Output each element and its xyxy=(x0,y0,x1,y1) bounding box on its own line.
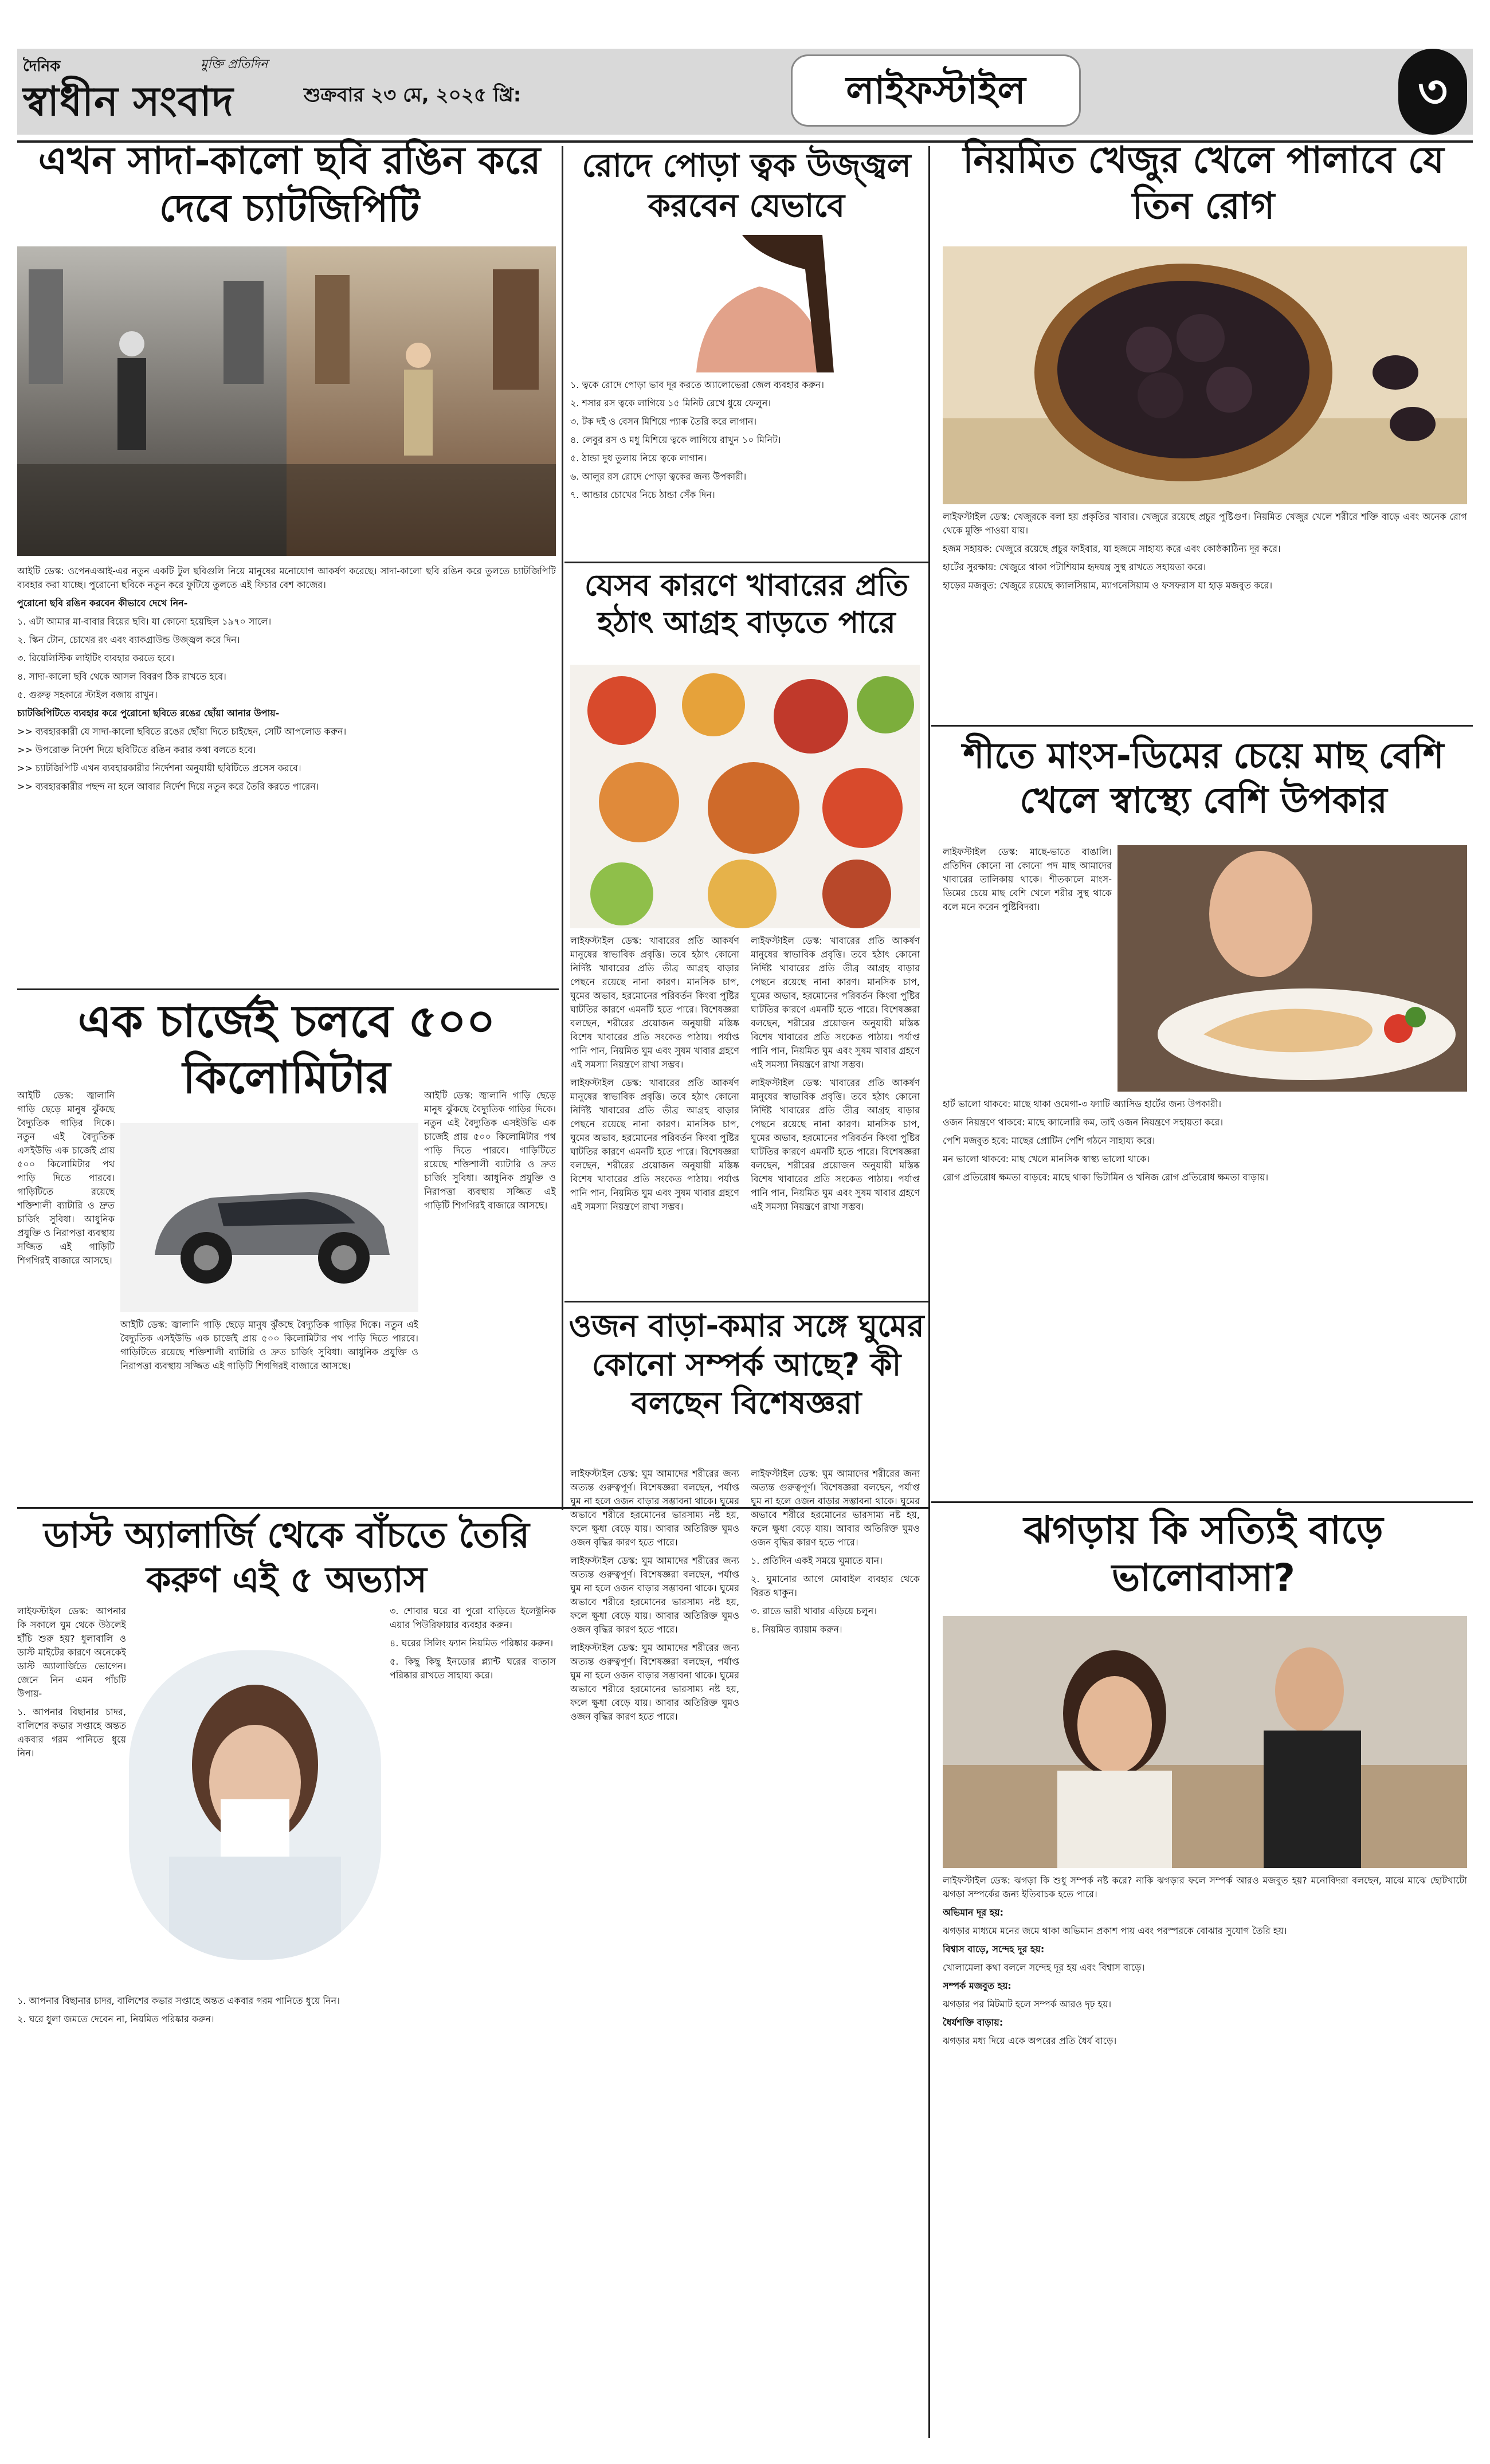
sleep-tip: ৪. নিয়মিত ব্যায়াম করুন। xyxy=(751,1624,842,1635)
section-rule xyxy=(17,988,559,990)
dates-bowl-photo xyxy=(943,246,1467,504)
food-body-col2 xyxy=(751,934,920,1295)
quarrel-subhead: বিশ্বাস বাড়ে, সন্দেহ দূর হয়: xyxy=(943,1944,1045,1955)
ev-body: আইটি ডেস্ক: জ্বালানি গাড়ি ছেড়ে মানুষ ঝুঁকছে বৈদ্যুতিক গাড়ির দিকে। নতুন এই বৈদ্যুতিক এসইউভি এক চার্জেই প্রায় ৫০০ কিলোমিটার পথ পাড়ি দিতে পারবে। গাড়িটিতে রয়েছে শক্তিশালী ব্যাটারি ও দ্রুত চার্জিং সুবিধা। আধুনিক প্রযুক্তি ও নিরাপত্তা ব্যবস্থায় সজ্জিত এই গাড়িটি শিগগিরই বাজারে আসছে। xyxy=(17,1090,115,1266)
food-body: লাইফস্টাইল ডেস্ক: খাবারের প্রতি আকর্ষণ মানুষের স্বাভাবিক প্রবৃত্তি। তবে হঠাৎ কোনো নির্দিষ্ট খাবারের প্রতি তীব্র আগ্রহ বাড়ার পেছনে রয়েছে নানা কারণ। মানসিক চাপ, ঘুমের অভাব, হরমোনের পরিবর্তন কিংবা পুষ্টির ঘাটতির কারণে এমনটি হতে পারে। বিশেষজ্ঞরা বলছেন, শরীরের প্রয়োজন অনুযায়ী মস্তিষ্ক বিশেষ খাবারের প্রতি সংকেত পাঠায়। পর্যাপ্ত পানি পান, নিয়মিত ঘুম এবং সুষম খাবার গ্রহণে এই সমস্যা নিয়ন্ত্রণে রাখা সম্ভব। xyxy=(570,1077,739,1212)
sleep-body: লাইফস্টাইল ডেস্ক: ঘুম আমাদের শরীরের জন্য অত্যন্ত গুরুত্বপূর্ণ। বিশেষজ্ঞরা বলছেন, পর্যাপ্ত ঘুম না হলে ওজন বাড়ার সম্ভাবনা থাকে। ঘুমের অভাবে শরীরে হরমোনের ভারসাম্য নষ্ট হয়, ফলে ক্ষুধা বেড়ে যায়। আবার অতিরিক্ত ঘুমও ওজন বৃদ্ধির কারণ হতে পারে। xyxy=(570,1468,739,1548)
ev-body: আইটি ডেস্ক: জ্বালানি গাড়ি ছেড়ে মানুষ ঝুঁকছে বৈদ্যুতিক গাড়ির দিকে। নতুন এই বৈদ্যুতিক এসইউভি এক চার্জেই প্রায় ৫০০ কিলোমিটার পথ পাড়ি দিতে পারবে। গাড়িটিতে রয়েছে শক্তিশালী ব্যাটারি ও দ্রুত চার্জিং সুবিধা। আধুনিক প্রযুক্তি ও নিরাপত্তা ব্যবস্থায় সজ্জিত এই গাড়িটি শিগগিরই বাজারে আসছে। xyxy=(120,1319,418,1371)
chatgpt-tip: >> ব্যবহারকারী যে সাদা-কালো ছবিতে রঙের ছোঁয়া দিতে চাইছেন, সেটি আপলোড করুন। xyxy=(17,726,347,737)
quarrel-headline: ঝগড়ায় কি সত্যিই বাড়ে ভালোবাসা? xyxy=(1024,1508,1383,1600)
ev-body-col2 xyxy=(424,1089,556,1496)
sleep-headline: ওজন বাড়া-কমার সঙ্গে ঘুমের কোনো সম্পর্ক আছে? কী বলছেন বিশেষজ্ঞরা xyxy=(568,1308,924,1421)
sunburn-tip: ৪. লেবুর রস ও মধু মিশিয়ে ত্বকে লাগিয়ে রাখুন ১০ মিনিট। xyxy=(570,434,781,445)
food-body: লাইফস্টাইল ডেস্ক: খাবারের প্রতি আকর্ষণ মানুষের স্বাভাবিক প্রবৃত্তি। তবে হঠাৎ কোনো নির্দিষ্ট খাবারের প্রতি তীব্র আগ্রহ বাড়ার পেছনে রয়েছে নানা কারণ। মানসিক চাপ, ঘুমের অভাব, হরমোনের পরিবর্তন কিংবা পুষ্টির ঘাটতির কারণে এমনটি হতে পারে। বিশেষজ্ঞরা বলছেন, শরীরের প্রয়োজন অনুযায়ী মস্তিষ্ক বিশেষ খাবারের প্রতি সংকেত পাঠায়। পর্যাপ্ত পানি পান, নিয়মিত ঘুম এবং সুষম খাবার গ্রহণে এই সমস্যা নিয়ন্ত্রণে রাখা সম্ভব। xyxy=(751,935,920,1070)
food-body-col1 xyxy=(570,934,739,1295)
colorized-photo xyxy=(17,246,556,556)
ev-body: আইটি ডেস্ক: জ্বালানি গাড়ি ছেড়ে মানুষ ঝুঁকছে বৈদ্যুতিক গাড়ির দিকে। নতুন এই বৈদ্যুতিক এসইউভি এক চার্জেই প্রায় ৫০০ কিলোমিটার পথ পাড়ি দিতে পারবে। গাড়িটিতে রয়েছে শক্তিশালী ব্যাটারি ও দ্রুত চার্জিং সুবিধা। আধুনিক প্রযুক্তি ও নিরাপত্তা ব্যবস্থায় সজ্জিত এই গাড়িটি শিগগিরই বাজারে আসছে। xyxy=(424,1090,556,1211)
sneezing-woman-photo xyxy=(129,1650,381,1960)
logo-tagline: মুক্তি প্রতিদিন xyxy=(201,57,268,72)
sunburn-tip: ৬. আলুর রস রোদে পোড়া ত্বকের জন্য উপকারী। xyxy=(570,471,747,482)
column-divider xyxy=(562,146,563,1510)
quarrel-text: ঝগড়ার মাধ্যমে মনের জমে থাকা অভিমান প্রকাশ পায় এবং পরস্পরকে বোঝার সুযোগ তৈরি হয়। xyxy=(943,1925,1287,1936)
chatgpt-step: ১. এটা আমার মা-বাবার বিয়ের ছবি। যা কোনো হয়েছিল ১৯৭০ সালে। xyxy=(17,616,272,627)
ev-headline: এক চার্জেই চলবে ৫০০ কিলোমিটার xyxy=(77,996,496,1104)
sleep-tip: ২. ঘুমানোর আগে মোবাইল ব্যবহার থেকে বিরত থাকুন। xyxy=(751,1574,920,1598)
couple-photo xyxy=(943,1616,1467,1868)
dates-point: হাড়ের মজবুত: খেজুরে রয়েছে ক্যালসিয়াম, ম্যাগনেসিয়াম ও ফসফরাস যা হাড় মজবুত করে। xyxy=(943,580,1273,591)
fish-point: ওজন নিয়ন্ত্রণে থাকবে: মাছে ক্যালোরি কম, তাই ওজন নিয়ন্ত্রণে সহায়তা করে। xyxy=(943,1117,1224,1128)
fish-headline: শীতে মাংস-ডিমের চেয়ে মাছ বেশি খেলে স্বাস্থ্যে বেশি উপকার xyxy=(963,735,1444,821)
logo-name: স্বাধীন সংবাদ xyxy=(23,77,234,125)
sleep-body: লাইফস্টাইল ডেস্ক: ঘুম আমাদের শরীরের জন্য অত্যন্ত গুরুত্বপূর্ণ। বিশেষজ্ঞরা বলছেন, পর্যাপ্ত ঘুম না হলে ওজন বাড়ার সম্ভাবনা থাকে। ঘুমের অভাবে শরীরে হরমোনের ভারসাম্য নষ্ট হয়, ফলে ক্ষুধা বেড়ে যায়। আবার অতিরিক্ত ঘুমও ওজন বৃদ্ধির কারণ হতে পারে। xyxy=(751,1468,920,1548)
food-headline: যেসব কারণে খাবারের প্রতি হঠাৎ আগ্রহ বাড়তে পারে xyxy=(584,568,909,640)
newspaper-logo xyxy=(23,54,292,129)
chatgpt-tip: >> উপরোক্ত নির্দেশ দিয়ে ছবিটিতে রঙিন করার কথা বলতে হবে। xyxy=(17,744,256,755)
chatgpt-lead: আইটি ডেস্ক: ওপেনএআই-এর নতুন একটি টুল ছবিগুলি নিয়ে মানুষের মনোযোগ আকর্ষণ করেছে। সাদা-কালো ছবি রঙিন করে তুলতে চ্যাটজিপিটি ব্যবহার করা যাচ্ছে। পুরোনো ছবিকে নতুন করে ফুটিয়ে তুলতে এই ফিচার বেশ কাজের। xyxy=(17,566,556,590)
quarrel-lead: লাইফস্টাইল ডেস্ক: ঝগড়া কি শুধু সম্পর্ক নষ্ট করে? নাকি ঝগড়ার ফলে সম্পর্ক আরও মজবুত হয়? মনোবিদরা বলছেন, মাঝে মাঝে ছোটখাটো ঝগড়া সম্পর্কের জন্য ইতিবাচক হতে পারে। xyxy=(943,1875,1467,1900)
sunburn-photo xyxy=(570,235,920,372)
section-rule xyxy=(564,1301,928,1302)
food-body: লাইফস্টাইল ডেস্ক: খাবারের প্রতি আকর্ষণ মানুষের স্বাভাবিক প্রবৃত্তি। তবে হঠাৎ কোনো নির্দিষ্ট খাবারের প্রতি তীব্র আগ্রহ বাড়ার পেছনে রয়েছে নানা কারণ। মানসিক চাপ, ঘুমের অভাব, হরমোনের পরিবর্তন কিংবা পুষ্টির ঘাটতির কারণে এমনটি হতে পারে। বিশেষজ্ঞরা বলছেন, শরীরের প্রয়োজন অনুযায়ী মস্তিষ্ক বিশেষ খাবারের প্রতি সংকেত পাঠায়। পর্যাপ্ত পানি পান, নিয়মিত ঘুম এবং সুষম খাবার গ্রহণে এই সমস্যা নিয়ন্ত্রণে রাখা সম্ভব। xyxy=(570,935,739,1070)
quarrel-text: ঝগড়ার মধ্য দিয়ে একে অপরের প্রতি ধৈর্য বাড়ে। xyxy=(943,2035,1117,2046)
dust-tip: ৪. ঘরের সিলিং ফ্যান নিয়মিত পরিষ্কার করুন। xyxy=(390,1638,554,1649)
fish-point: রোগ প্রতিরোধ ক্ষমতা বাড়বে: মাছে থাকা ভিটামিন ও খনিজ রোগ প্রতিরোধ ক্ষমতা বাড়ায়। xyxy=(943,1172,1269,1183)
sleep-body: লাইফস্টাইল ডেস্ক: ঘুম আমাদের শরীরের জন্য অত্যন্ত গুরুত্বপূর্ণ। বিশেষজ্ঞরা বলছেন, পর্যাপ্ত ঘুম না হলে ওজন বাড়ার সম্ভাবনা থাকে। ঘুমের অভাবে শরীরে হরমোনের ভারসাম্য নষ্ট হয়, ফলে ক্ষুধা বেড়ে যায়। আবার অতিরিক্ত ঘুমও ওজন বৃদ্ধির কারণ হতে পারে। xyxy=(570,1555,739,1635)
sunburn-tip: ৩. টক দই ও বেসন মিশিয়ে প্যাক তৈরি করে লাগান। xyxy=(570,416,757,427)
dust-lead: লাইফস্টাইল ডেস্ক: আপনার কি সকালে ঘুম থেকে উঠলেই হাঁচি শুরু হয়? ধুলাবালি ও ডাস্ট মাইটের কারণে অনেকেই ডাস্ট অ্যালার্জিতে ভোগেন। জেনে নিন এমন পাঁচটি উপায়- xyxy=(17,1606,126,1699)
quarrel-body xyxy=(943,1874,1467,2435)
sunburn-headline: রোদে পোড়া ত্বক উজ্জ্বল করবেন যেভাবে xyxy=(582,147,911,225)
page-number: ৩ xyxy=(1398,49,1467,135)
sunburn-tip: ৭. আন্ডার চোখের নিচে ঠান্ডা সেঁক দিন। xyxy=(570,489,715,500)
fish-meal-photo xyxy=(1118,845,1467,1092)
section-rule xyxy=(931,1501,1473,1503)
chatgpt-tip: >> ব্যবহারকারীর পছন্দ না হলে আবার নির্দেশ দিয়ে নতুন করে তৈরি করতে পারেন। xyxy=(17,781,319,792)
fish-point: পেশি মজবুত হবে: মাছের প্রোটিন পেশি গঠনে সাহায্য করে। xyxy=(943,1135,1155,1146)
dates-point: হজম সহায়ক: খেজুরে রয়েছে প্রচুর ফাইবার, যা হজমে সাহায্য করে এবং কোষ্ঠকাঠিন্য দূর করে। xyxy=(943,543,1281,554)
quarrel-subhead: সম্পর্ক মজবুত হয়: xyxy=(943,1980,1011,1991)
section-rule xyxy=(564,562,928,563)
chatgpt-body xyxy=(17,564,556,983)
quarrel-subhead: অভিমান দূর হয়: xyxy=(943,1907,1004,1918)
dates-point: হার্টের সুরক্ষায়: খেজুরে থাকা পটাশিয়াম হৃদযন্ত্র সুস্থ রাখতে সহায়তা করে। xyxy=(943,562,1206,572)
sleep-body: লাইফস্টাইল ডেস্ক: ঘুম আমাদের শরীরের জন্য অত্যন্ত গুরুত্বপূর্ণ। বিশেষজ্ঞরা বলছেন, পর্যাপ্ত ঘুম না হলে ওজন বাড়ার সম্ভাবনা থাকে। ঘুমের অভাবে শরীরে হরমোনের ভারসাম্য নষ্ট হয়, ফলে ক্ষুধা বেড়ে যায়। আবার অতিরিক্ত ঘুমও ওজন বৃদ্ধির কারণ হতে পারে। xyxy=(570,1642,739,1722)
fish-body-col1 xyxy=(943,845,1112,1092)
chatgpt-headline: এখন সাদা-কালো ছবি রঙিন করে দেবে চ্যাটজিপিটি xyxy=(38,139,541,230)
dust-tip: ১. আপনার বিছানার চাদর, বালিশের কভার সপ্তাহে অন্তত একবার গরম পানিতে ধুয়ে নিন। xyxy=(17,1706,126,1759)
chatgpt-step: ৪. সাদা-কালো ছবি থেকে আসল বিবরণ ঠিক রাখতে হবে। xyxy=(17,671,226,682)
dust-tip: ৫. কিছু কিছু ইনডোর প্ল্যান্ট ঘরের বাতাস পরিষ্কার রাখতে সাহায্য করে। xyxy=(390,1656,556,1681)
chatgpt-subhead: চ্যাটজিপিটিতে ব্যবহার করে পুরোনো ছবিতে রঙের ছোঁয়া আনার উপায়- xyxy=(17,708,280,719)
dust-tip: ৩. শোবার ঘরে বা পুরো বাড়িতে ইলেক্ট্রনিক এয়ার পিউরিফায়ার ব্যবহার করুন। xyxy=(390,1606,556,1630)
sleep-body-col2 xyxy=(751,1467,920,2435)
chatgpt-step: ৩. রিয়েলিস্টিক লাইটিং ব্যবহার করতে হবে। xyxy=(17,653,175,664)
dust-headline: ডাস্ট অ্যালার্জি থেকে বাঁচতে তৈরি করুণ এই ৫ অভ্যাস xyxy=(44,1514,530,1600)
fish-body: লাইফস্টাইল ডেস্ক: মাছে-ভাতে বাঙালি। প্রতিদিন কোনো না কোনো পদ মাছ আমাদের খাবারের তালিকায় থাকে। শীতকালে মাংস-ডিমের চেয়ে মাছ বেশি খেলে শরীর সুস্থ থাকে বলে মনে করেন পুষ্টিবিদরা। xyxy=(943,846,1112,912)
chatgpt-step: ৫. গুরুত্ব সহকারে স্টাইল বজায় রাখুন। xyxy=(17,689,158,700)
ev-body-col1 xyxy=(17,1089,115,1496)
fish-point: হার্ট ভালো থাকবে: মাছে থাকা ওমেগা-৩ ফ্যাটি অ্যাসিড হার্টের জন্য উপকারী। xyxy=(943,1098,1222,1109)
dust-tip: ২. ঘরে ধুলা জমতে দেবেন না, নিয়মিত পরিষ্কার করুন। xyxy=(17,2014,214,2024)
fish-body xyxy=(943,1097,1467,1493)
column-divider xyxy=(928,146,930,2438)
ev-car-photo xyxy=(120,1123,418,1312)
quarrel-subhead: ধৈর্যশক্তি বাড়ায়: xyxy=(943,2017,1003,2028)
sunburn-tip: ১. ত্বকে রোদে পোড়া ভাব দূর করতে অ্যালোভেরা জেল ব্যবহার করুন। xyxy=(570,379,824,390)
quarrel-text: ঝগড়ার পর মিটমাট হলে সম্পর্ক আরও দৃঢ় হয়। xyxy=(943,1999,1112,2010)
chatgpt-tip: >> চ্যাটজিপিটি এখন ব্যবহারকারীর নির্দেশনা অনুযায়ী ছবিটিতে প্রসেস করবে। xyxy=(17,763,301,774)
section-rule xyxy=(931,725,1473,727)
sunburn-body xyxy=(570,378,920,556)
dust-tip: ১. আপনার বিছানার চাদর, বালিশের কভার সপ্তাহে অন্তত একবার গরম পানিতে ধুয়ে নিন। xyxy=(17,1995,340,2006)
dust-body-left xyxy=(17,1604,126,1994)
chatgpt-step: ২. স্কিন টোন, চোখের রং এবং ব্যাকগ্রাউন্ড উজ্জ্বল করে দিন। xyxy=(17,634,240,645)
sleep-body-col1 xyxy=(570,1467,739,2435)
sunburn-tip: ৫. ঠান্ডা দুধ তুলায় নিয়ে ত্বকে লাগান। xyxy=(570,453,707,464)
sunburn-tip: ২. শসার রস ত্বকে লাগিয়ে ১৫ মিনিট রেখে ধুয়ে ফেলুন। xyxy=(570,398,771,409)
sleep-tip: ১. প্রতিদিন একই সময়ে ঘুমাতে যান। xyxy=(751,1555,883,1566)
food-body: লাইফস্টাইল ডেস্ক: খাবারের প্রতি আকর্ষণ মানুষের স্বাভাবিক প্রবৃত্তি। তবে হঠাৎ কোনো নির্দিষ্ট খাবারের প্রতি তীব্র আগ্রহ বাড়ার পেছনে রয়েছে নানা কারণ। মানসিক চাপ, ঘুমের অভাব, হরমোনের পরিবর্তন কিংবা পুষ্টির ঘাটতির কারণে এমনটি হতে পারে। বিশেষজ্ঞরা বলছেন, শরীরের প্রয়োজন অনুযায়ী মস্তিষ্ক বিশেষ খাবারের প্রতি সংকেত পাঠায়। পর্যাপ্ত পানি পান, নিয়মিত ঘুম এবং সুষম খাবার গ্রহণে এই সমস্যা নিয়ন্ত্রণে রাখা সম্ভব। xyxy=(751,1077,920,1212)
issue-date: শুক্রবার ২৩ মে, ২০২৫ খ্রি: xyxy=(304,84,522,107)
logo-prefix: দৈনিক xyxy=(23,58,61,75)
dust-body-bottom xyxy=(17,1994,381,2435)
section-title: লাইফস্টাইল xyxy=(791,54,1081,127)
dates-headline: নিয়মিত খেজুর খেলে পালাবে যে তিন রোগ xyxy=(963,139,1444,227)
chatgpt-subhead: পুরোনো ছবি রঙিন করবেন কীভাবে দেখে নিন- xyxy=(17,598,188,609)
food-spread-photo xyxy=(570,665,920,928)
sleep-tip: ৩. রাতে ভারী খাবার এড়িয়ে চলুন। xyxy=(751,1606,877,1616)
quarrel-text: খোলামেলা কথা বললে সন্দেহ দূর হয় এবং বিশ্বাস বাড়ে। xyxy=(943,1962,1145,1973)
dates-lead: লাইফস্টাইল ডেস্ক: খেজুরকে বলা হয় প্রকৃতির খাবার। খেজুরে রয়েছে প্রচুর পুষ্টিগুণ। নিয়মিত খেজুর খেলে শরীরে শক্তি বাড়ে এবং অনেক রোগ থেকে মুক্তি পাওয়া যায়। xyxy=(943,511,1467,536)
ev-body-col3 xyxy=(120,1318,418,1496)
dust-body-right xyxy=(390,1604,556,2435)
fish-point: মন ভালো থাকবে: মাছ খেলে মানসিক স্বাস্থ্য ভালো থাকে। xyxy=(943,1153,1150,1164)
dates-body xyxy=(943,510,1467,719)
